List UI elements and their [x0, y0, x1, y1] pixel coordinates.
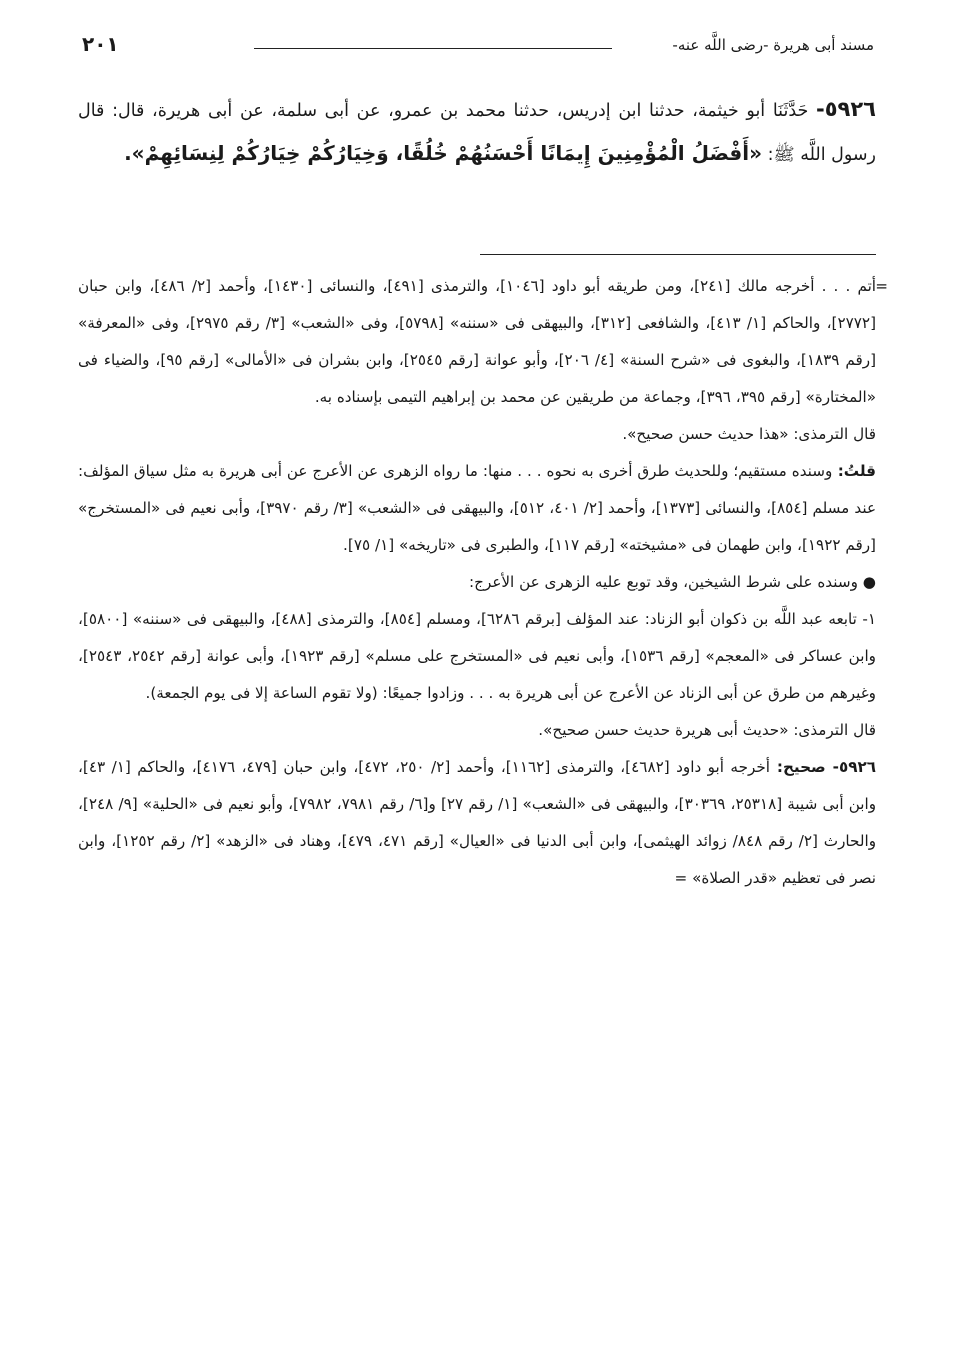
note-paragraph: ● وسنده على شرط الشيخين، وقد توبع عليه الزهرى عن الأعرج:	[469, 573, 876, 591]
continuation-marker: =	[875, 277, 888, 295]
note-paragraph: ٥٩٢٦- صحيح: أخرجه أبو داود [٤٦٨٢]، والترمذى [١١٦٢]، وأحمد [٢/ ٢٥٠، ٤٧٢]، وابن حبان [٤٧٩، ٤١٧٦]، والحاكم [١/ ٤٣]، وابن أبى شيبة [٢٥٣١٨، ٣٠٣٦٩]، والبيهقى فى «الشعب» [١/ رقم ٢٧] و[٦/ رقم ٧٩٨١، ٧٩٨٢]، وأبو نعيم فى «الحلية» [٩/ ٢٤٨]، والحارث [٢/ رقم ٨٤٨/ زوائد الهيثمى]، وابن أبى الدنيا فى «العيال» [رقم ٤٧١، ٤٧٩]، وهناد فى «الزهد» [٢/ رقم ١٢٥٢]، وابن نصر فى تعظيم «قدر الصلاة» =	[78, 758, 877, 887]
hadith-text	[78, 88, 876, 176]
header-rule	[254, 48, 612, 49]
note-paragraph: ١- تابعه عبد اللَّه بن ذكوان أبو الزناد: عند المؤلف [برقم ٦٢٨٦]، ومسلم [٨٥٤]، والترمذى [٤٨٨]، والبيهقى فى «سننه» [٥٨٠٠]، وابن عساكر فى «المعجم» [رقم ١٥٣٦]، وأبى نعيم فى «المستخرج على مسلم» [رقم ١٩٢٣]، وأبى عوانة [رقم ٢٥٤٢، ٢٥٤٣]، وغيرهم من طرق عن أبى الزناد عن الأعرج عن أبى هريرة به . . . وزادوا جميعًا: (ولا تقوم الساعة إلا فى يوم الجمعة).	[78, 610, 877, 702]
hadith-number: ٥٩٢٦-	[816, 97, 876, 121]
footnote-separator	[480, 254, 876, 255]
footnotes	[78, 268, 888, 897]
running-header	[82, 30, 874, 64]
note-lead: ٥٩٢٦- صحيح:	[769, 758, 877, 776]
hadith-matn: «أَفْضَلُ الْمُؤْمِنِينَ إِيمَانًا أَحْسَنُهُمْ خُلُقًا، وَخِيَارُكُمْ خِيَارُكُمْ لِنِسَائِهِمْ».	[124, 141, 763, 165]
header-title: مسند أبى هريرة -رضى اللَّه عنه-	[672, 36, 874, 54]
continuation-marker: =	[674, 869, 688, 887]
note-paragraph: قال الترمذى: «هذا حديث حسن صحيح».	[622, 425, 876, 443]
note-paragraph: أتم . . . أخرجه مالك [٢٤١]، ومن طريقه أبو داود [١٠٤٦]، والترمذى [٤٩١]، والنسائى [١٤٣٠]، وأحمد [٢/ ٤٨٦]، وابن حبان [٢٧٧٢]، والحاكم [١/ ٤١٣]، والشافعى [٣١٢]، والبيهقى فى «سننه» [٥٧٩٨]، وفى «الشعب» [٣/ رقم ٢٩٧٥]، وفى «المعرفة» [رقم ١٨٣٩]، والبغوى فى «شرح السنة» [٤/ ٢٠٦]، وأبو عوانة [رقم ٢٥٤٥]، وابن بشران فى «الأمالى» [رقم ٩٥]، والضياء فى «المختارة» [رقم ٣٩٥، ٣٩٦]، وجماعة من طريقين عن محمد بن إبراهيم التيمى بإسناده به.	[78, 277, 877, 406]
note-lead: قلتُ:	[832, 462, 876, 480]
note-paragraph: قال الترمذى: «حديث أبى هريرة حديث حسن صحيح».	[538, 721, 876, 739]
hadith-isnad: حَدَّثَنَا أبو خيثمة، حدثنا ابن إدريس، حدثنا محمد بن عمرو، عن أبى سلمة، عن أبى هريرة، قال: قال رسول اللَّه ﷺ:	[78, 101, 876, 165]
page-number: ٢٠١	[82, 32, 119, 56]
note-paragraph: قلتُ: وسنده مستقيم؛ وللحديث طرق أخرى به نحوه . . . منها: ما رواه الزهرى عن الأعرج عن أبى هريرة به مثل سياق المؤلف: عند مسلم [٨٥٤]، والنسائى [١٣٧٣]، وأحمد [٢/ ٤٠١، ٥١٢]، والبيهقى فى «الشعب» [٣/ رقم ٣٩٧٠]، وأبى نعيم فى «المستخرج» [رقم ١٩٢٢]، وابن طهمان فى «مشيخته» [رقم ١١٧]، والطبرى فى «تاريخه» [١/ ٧٥].	[78, 462, 877, 554]
